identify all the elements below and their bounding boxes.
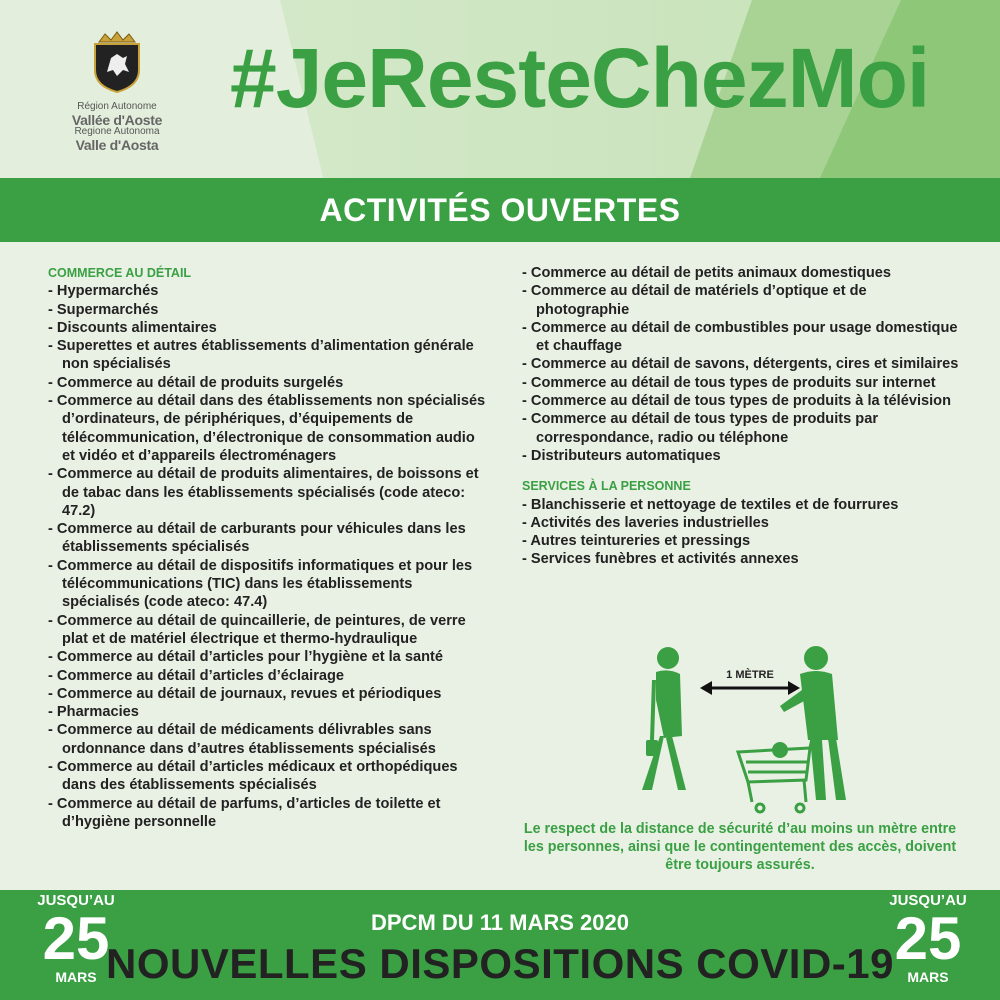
list-item: - Commerce au détail de matériels d’optique et de photographie xyxy=(522,283,867,318)
list-item: - Commerce au détail de journaux, revues et périodiques xyxy=(48,685,442,702)
list-item: - Commerce au détail de carburants pour véhicules dans les établissements spécialisés xyxy=(48,521,466,556)
list-item: - Commerce au détail d’articles d’éclairage xyxy=(48,667,345,684)
person-icon xyxy=(642,647,686,790)
list-item: - Discounts alimentaires xyxy=(48,319,217,336)
list-item: - Commerce au détail de dispositifs informatiques et pour les télécommunications (TIC) dans les établissements spécialisés (code ateco: 47.4) xyxy=(48,557,473,611)
list-item: - Commerce au détail de tous types de produits sur internet xyxy=(522,374,936,391)
date-day: 25 xyxy=(42,905,110,972)
list-item: - Commerce au détail de savons, détergents, cires et similaires xyxy=(522,356,959,373)
list-item: - Commerce au détail de parfums, d’articles de toilette et d’hygiène personnelle xyxy=(48,795,441,830)
logo-text: Regione Autonoma xyxy=(74,126,160,138)
list-item: - Commerce au détail de produits alimentaires, de boissons et de tabac dans les établissements spécialisés (code ateco: 47.2) xyxy=(48,466,479,519)
list-item: - Superettes et autres établissements d’alimentation générale non spécialisés xyxy=(48,338,474,373)
list-item: - Services funèbres et activités annexes xyxy=(522,551,799,568)
commerce-list xyxy=(48,282,488,831)
coat-of-arms-icon xyxy=(87,28,147,94)
logo-text: Valle d'Aosta xyxy=(75,136,159,153)
right-column xyxy=(522,264,962,569)
list-item: - Commerce au détail de petits animaux domestiques xyxy=(522,265,891,281)
list-item: - Blanchisserie et nettoyage de textiles et de fourrures xyxy=(522,496,899,513)
list-item: - Distributeurs automatiques xyxy=(522,447,721,464)
list-item: - Autres teintureries et pressings xyxy=(522,533,751,550)
list-item: - Activités des laveries industrielles xyxy=(522,514,769,531)
list-item: - Commerce au détail d’articles pour l’hygiène et la santé xyxy=(48,649,443,666)
date-prefix: JUSQU’AU xyxy=(37,892,115,909)
date-day: 25 xyxy=(894,905,962,972)
person-icon xyxy=(780,646,846,800)
section-heading-commerce: COMMERCE AU DÉTAIL xyxy=(48,266,192,280)
list-item: - Pharmacies xyxy=(48,704,139,721)
logo-text: Région Autonome xyxy=(77,101,157,112)
decree-label: DPCM DU 11 MARS 2020 xyxy=(371,910,629,935)
date-month: MARS xyxy=(907,969,949,985)
social-distancing-illustration xyxy=(620,640,870,820)
list-item: - Hypermarchés xyxy=(48,283,159,300)
date-month: MARS xyxy=(55,969,97,985)
list-item: - Commerce au détail dans des établissements non spécialisés d’ordinateurs, de périphériques, d’équipements de télécommunication, d’électronique de consommation audio et vidéo et d’appareils électroménagers xyxy=(48,393,486,464)
commerce-list-continued xyxy=(522,264,962,465)
list-item: - Commerce au détail de tous types de produits à la télévision xyxy=(522,393,952,410)
date-prefix: JUSQU’AU xyxy=(889,892,967,909)
list-item: - Supermarchés xyxy=(48,301,159,318)
list-item: - Commerce au détail de quincaillerie, de peintures, de verre plat et de matériel électrique et thermo-hydraulique xyxy=(48,612,466,647)
region-logo xyxy=(52,28,182,152)
shopping-cart-icon xyxy=(738,720,816,812)
distance-label: 1 MÈTRE xyxy=(726,669,774,681)
left-column xyxy=(48,264,488,831)
list-item: - Commerce au détail de médicaments délivrables sans ordonnance dans d’autres établissements spécialisés xyxy=(48,722,436,757)
list-item: - Commerce au détail de tous types de produits par correspondance, radio ou téléphone xyxy=(522,411,879,446)
banner-title: ACTIVITÉS OUVERTES xyxy=(0,178,1000,242)
distance-caption: Le respect de la distance de sécurité d’au moins un mètre entre les personnes, ainsi que le contingentement des accès, doivent être toujours assurés. xyxy=(523,821,957,873)
hashtag-title: #JeResteChezMoi xyxy=(230,31,930,125)
list-item: - Commerce au détail de produits surgelés xyxy=(48,374,344,391)
footer-title: NOUVELLES DISPOSITIONS COVID-19 xyxy=(106,940,894,987)
services-list xyxy=(522,496,962,569)
logo-text: Vallée d'Aoste xyxy=(71,111,163,128)
list-item: - Commerce au détail de combustibles pour usage domestique et chauffage xyxy=(522,319,958,355)
section-heading-services: SERVICES À LA PERSONNE xyxy=(522,479,691,494)
distance-arrow-icon xyxy=(700,681,800,695)
list-item: - Commerce au détail d’articles médicaux et orthopédiques dans des établissements spécialisés xyxy=(48,759,458,794)
